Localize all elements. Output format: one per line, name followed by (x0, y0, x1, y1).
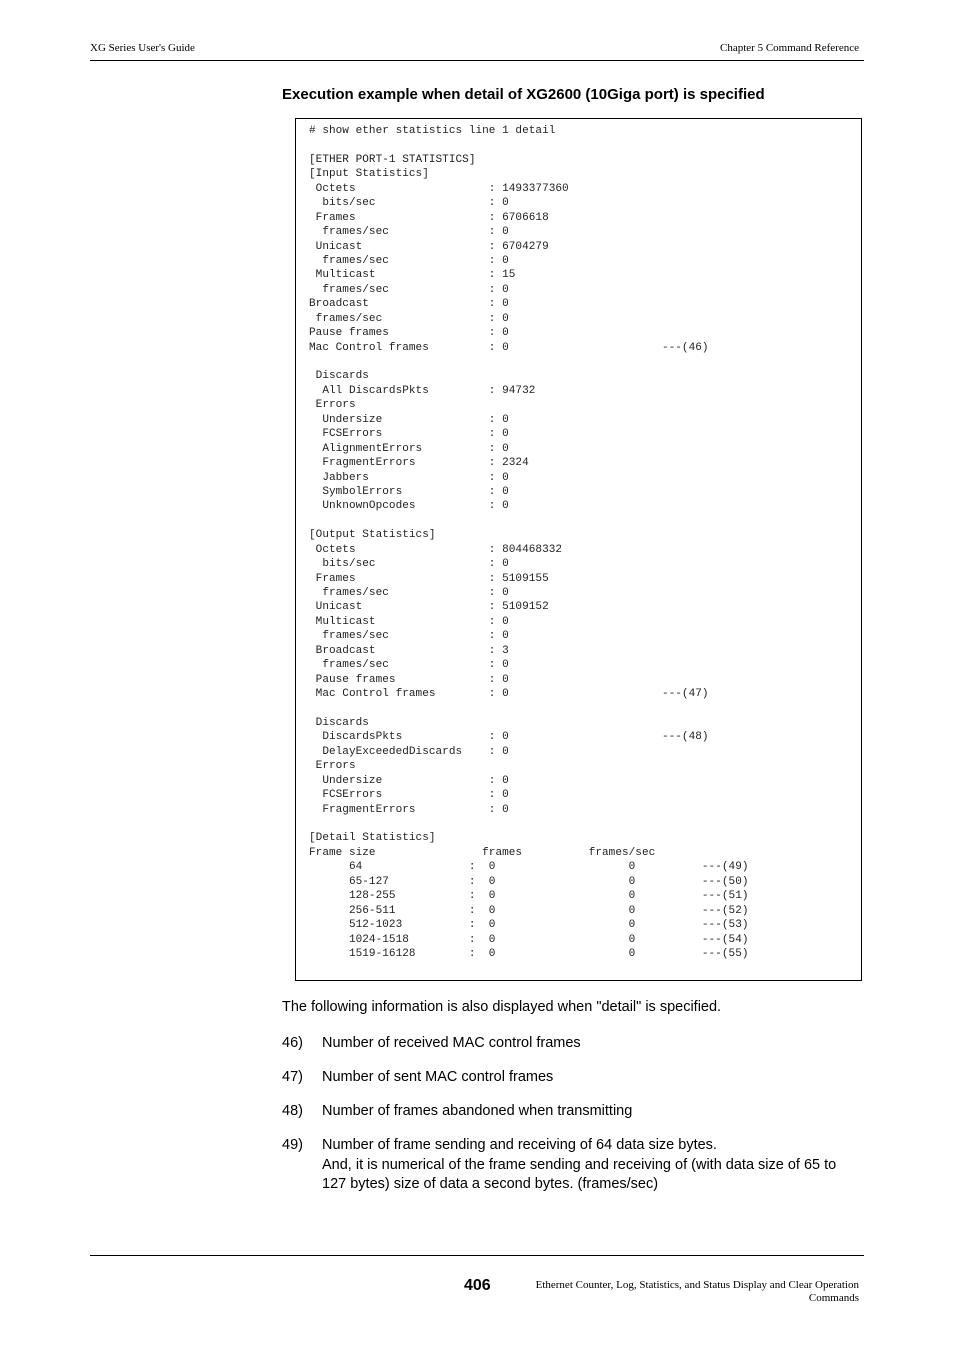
list-item-text: Number of sent MAC control frames (322, 1069, 554, 1085)
list-item-text: Number of frames abandoned when transmitting (322, 1103, 633, 1119)
list-item-text: Number of received MAC control frames (322, 1035, 581, 1051)
footer-line-2: Commands (808, 1292, 859, 1304)
command-output: # show ether statistics line 1 detail [ETHER PORT-1 STATISTICS] [Input Statistics] Octets : 1493377360 bits/sec : 0 Frames : 6706618 frames/sec : 0 Unicast : 6704279 frames/sec : 0 Multicast : 15 frames/sec : 0 Broadcast : 0 frames/sec : 0 Pause frames : 0 Mac Control frames : 0 ---(46) Discards All DiscardsPkts : 94732 Errors Undersize : 0 FCSErrors : 0 AlignmentErrors : 0 FragmentErrors : 2324 Jabbers : 0 SymbolErrors : 0 UnknownOpcodes : 0 [Output Statistics] Octets : 804468332 bits/sec : 0 Frames : 5109155 frames/sec : 0 Unicast : 5109152 Multicast : 0 frames/sec : 0 Broadcast : 3 frames/sec : 0 Pause frames : 0 Mac Control frames : 0 ---(47) Discards DiscardsPkts : 0 ---(48) DelayExceededDiscards : 0 Errors Undersize : 0 FCSErrors : 0 FragmentErrors : 0 [Detail Statistics] Frame size frames frames/sec 64 : 0 0 ---(49) 65-127 : 0 0 ---(50) 128-255 : 0 0 ---(51) 256-511 : 0 0 ---(52) 512-1023 : 0 0 ---(53) 1024-1518 : 0 0 ---(54) 1519-16128 : 0 0 ---(55) (309, 125, 749, 960)
list-item-number: 46) (282, 1035, 303, 1051)
list-item-number: 49) (282, 1137, 303, 1153)
running-header-left: XG Series User's Guide (90, 42, 195, 54)
intro-paragraph: The following information is also displayed when "detail" is specified. (282, 999, 722, 1015)
list-item-number: 47) (282, 1069, 303, 1085)
running-header-right: Chapter 5 Command Reference (720, 42, 859, 54)
footer-divider (90, 1255, 864, 1256)
list-item-text-block (322, 1136, 862, 1195)
footer-line-1: Ethernet Counter, Log, Statistics, and Status Display and Clear Operation (535, 1279, 859, 1291)
section-title: Execution example when detail of XG2600 (10Giga port) is specified (282, 86, 765, 103)
list-item-text: Number of frame sending and receiving of 64 data size bytes. (322, 1137, 717, 1153)
command-output-box (295, 118, 862, 981)
header-divider (90, 60, 864, 61)
list-item-number: 48) (282, 1103, 303, 1119)
page-number: 406 (464, 1277, 491, 1294)
list-item-text-continued: And, it is numerical of the frame sending and receiving of (with data size of 65 to 127 bytes) size of data a second bytes. (frames/sec) (322, 1156, 837, 1192)
running-footer (459, 1279, 859, 1305)
